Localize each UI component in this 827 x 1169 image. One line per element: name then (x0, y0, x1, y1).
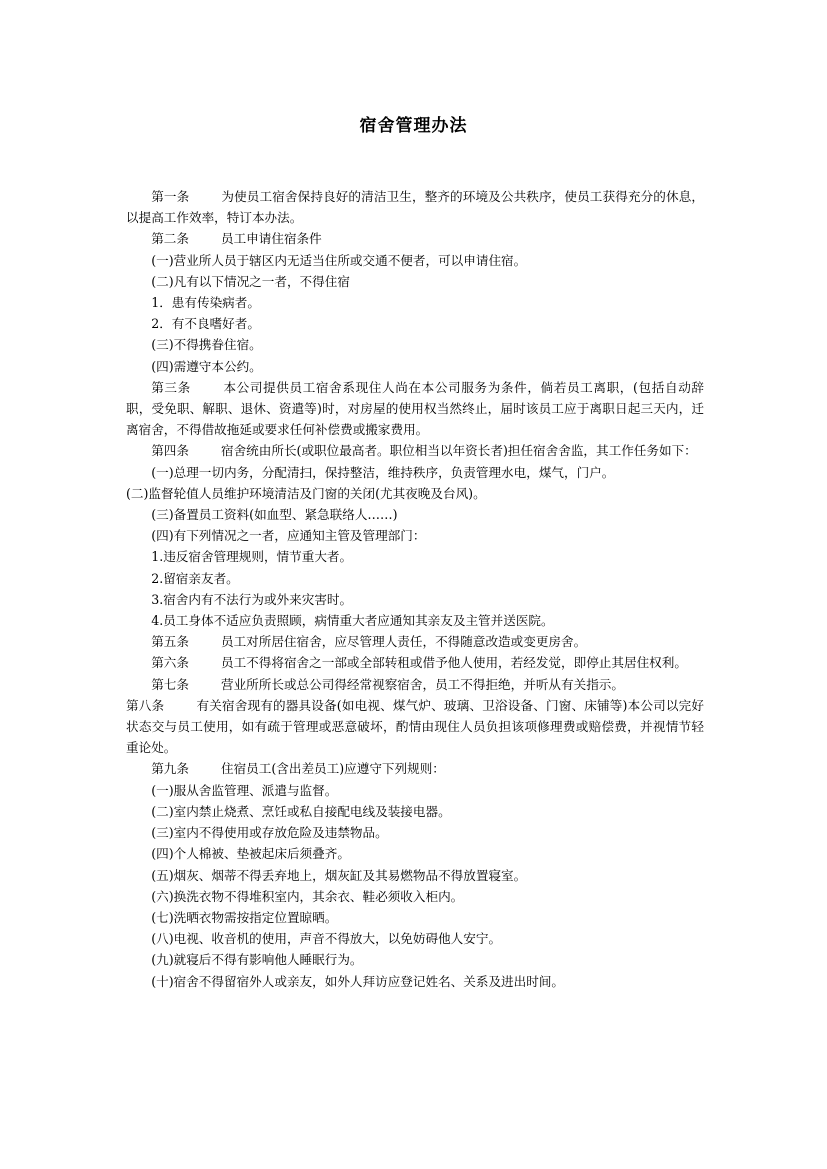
paragraph-text: (一)服从舍监管理、派遣与监督。 (151, 782, 338, 798)
paragraph-text: 员工不得将宿舍之一部或全部转租或借予他人使用，若经发觉，即停止其居住权利。 (220, 655, 687, 671)
paragraph-text: (十)宿舍不得留宿外人或亲友，如外人拜访应登记姓名、关系及进出时间。 (151, 973, 565, 989)
article-paragraph (126, 186, 704, 228)
article-label: 第四条 (151, 443, 189, 459)
paragraph-text: 宿舍统由所长(或职位最高者。职位相当以年资长者)担任宿舍舍监，其工作任务如下： (220, 443, 697, 459)
paragraph-text: (三)备置员工资料(如血型、紧急联络人……) (151, 507, 398, 523)
clause-paragraph (126, 971, 704, 992)
clause-paragraph (126, 483, 704, 504)
article-paragraph (126, 758, 704, 779)
clause-paragraph (126, 801, 704, 822)
clause-paragraph (126, 822, 704, 843)
clause-paragraph (126, 886, 704, 907)
paragraph-text: (六)换洗衣物不得堆积室内，其余衣、鞋必须收入柜内。 (151, 888, 464, 904)
paragraph-text: (一)营业所人员于辖区内无适当住所或交通不便者，可以申请住宿。 (151, 252, 527, 268)
article-paragraph (126, 631, 704, 652)
article-label: 第九条 (151, 761, 189, 777)
article-paragraph (126, 377, 704, 441)
article-paragraph (126, 652, 704, 673)
clause-paragraph (126, 568, 704, 589)
clause-paragraph (126, 610, 704, 631)
article-label: 第七条 (151, 676, 189, 692)
paragraph-text: (四)有下列情况之一者，应通知主管及管理部门： (151, 528, 426, 544)
document-title: 宿舍管理办法 (359, 116, 468, 136)
paragraph-text: 1．患有传染病者。 (151, 295, 260, 311)
article-label: 第五条 (151, 634, 189, 650)
article-paragraph (126, 228, 704, 249)
clause-paragraph (126, 271, 704, 292)
clause-paragraph (126, 949, 704, 970)
paragraph-text: (二)凡有以下情况之一者，不得住宿 (151, 273, 350, 289)
clause-paragraph (126, 250, 704, 271)
paragraph-text: (一)总理一切内务，分配清扫，保持整洁，维持秩序，负责管理水电，煤气，门户。 (151, 464, 615, 480)
article-label: 第一条 (151, 189, 190, 204)
paragraph-text: 2．有不良嗜好者。 (151, 316, 260, 332)
paragraph-text: (七)洗晒衣物需按指定位置晾晒。 (151, 909, 338, 925)
clause-paragraph (126, 462, 704, 483)
paragraph-text: 1.违反宿舍管理规则，情节重大者。 (151, 549, 353, 565)
clause-paragraph (126, 589, 704, 610)
paragraph-text: (三)室内不得使用或存放危险及违禁物品。 (151, 825, 388, 841)
paragraph-text: (四)需遵守本公约。 (151, 358, 262, 374)
paragraph-text: (二)监督轮值人员维护环境清洁及门窗的关闭(尤其夜晚及台风)。 (126, 485, 486, 501)
clause-paragraph (126, 525, 704, 546)
paragraph-text: 2.留宿亲友者。 (151, 570, 239, 586)
paragraph-text: 为使员工宿舍保持良好的清洁卫生，整齐的环境及公共秩序，使员工获得充分的休息，以提高工作效率，特订本办法。 (126, 189, 705, 226)
paragraph-text: (三)不得携眷住宿。 (151, 337, 262, 353)
clause-paragraph (126, 928, 704, 949)
paragraph-text: (二)室内禁止烧煮、烹饪或私自接配电线及装接电器。 (151, 803, 451, 819)
paragraph-text: 住宿员工(含出差员工)应遵守下列规则： (220, 761, 445, 777)
clause-paragraph (126, 780, 704, 801)
article-paragraph (126, 674, 704, 695)
clause-paragraph (126, 313, 704, 334)
paragraph-text: 营业所所长或总公司得经常视察宿舍，员工不得拒绝，并听从有关指示。 (220, 676, 624, 692)
paragraph-text: (五)烟灰、烟蒂不得丢弃地上，烟灰缸及其易燃物品不得放置寝室。 (151, 867, 527, 883)
clause-paragraph (126, 843, 704, 864)
document-body (126, 186, 704, 992)
clause-paragraph (126, 334, 704, 355)
clause-paragraph (126, 292, 704, 313)
paragraph-text: 4.员工身体不适应负责照顾，病情重大者应通知其亲友及主管并送医院。 (151, 613, 554, 629)
article-paragraph (126, 440, 704, 461)
clause-paragraph (126, 504, 704, 525)
paragraph-text: (四)个人棉被、垫被起床后须叠齐。 (151, 846, 350, 862)
paragraph-text: 本公司提供员工宿舍系现住人尚在本公司服务为条件，倘若员工离职，(包括自动辞职，受免职、解职、退休、资遣等)时，对房屋的使用权当然终止，届时该员工应于离职日起三天内，迁离宿舍，不得借故拖延或要求任何补偿费或搬家费用。 (126, 379, 704, 438)
paragraph-text: 员工申请住宿条件 (220, 231, 322, 247)
paragraph-text: 3.宿舍内有不法行为或外来灾害时。 (151, 591, 353, 607)
article-label: 第二条 (151, 231, 189, 247)
paragraph-text: (八)电视、收音机的使用，声音不得放大，以免妨碍他人安宁。 (151, 931, 502, 947)
clause-paragraph (126, 546, 704, 567)
article-label: 第六条 (151, 655, 189, 671)
article-label: 第八条 (126, 697, 165, 713)
paragraph-text: 员工对所居住宿舍，应尽管理人责任，不得随意改造或变更房舍。 (220, 634, 587, 650)
clause-paragraph (126, 356, 704, 377)
article-paragraph (126, 695, 704, 759)
clause-paragraph (126, 907, 704, 928)
paragraph-text: (九)就寝后不得有影响他人睡眠行为。 (151, 952, 363, 968)
clause-paragraph (126, 865, 704, 886)
paragraph-text: 有关宿舍现有的器具设备(如电视、煤气炉、玻璃、卫浴设备、门窗、床铺等)本公司以完好状态交与员工使用，如有疏于管理或恶意破坏，酌情由现住人员负担该项修理费或赔偿费，并视情节轻重论处。 (126, 697, 705, 756)
article-label: 第三条 (151, 379, 191, 395)
